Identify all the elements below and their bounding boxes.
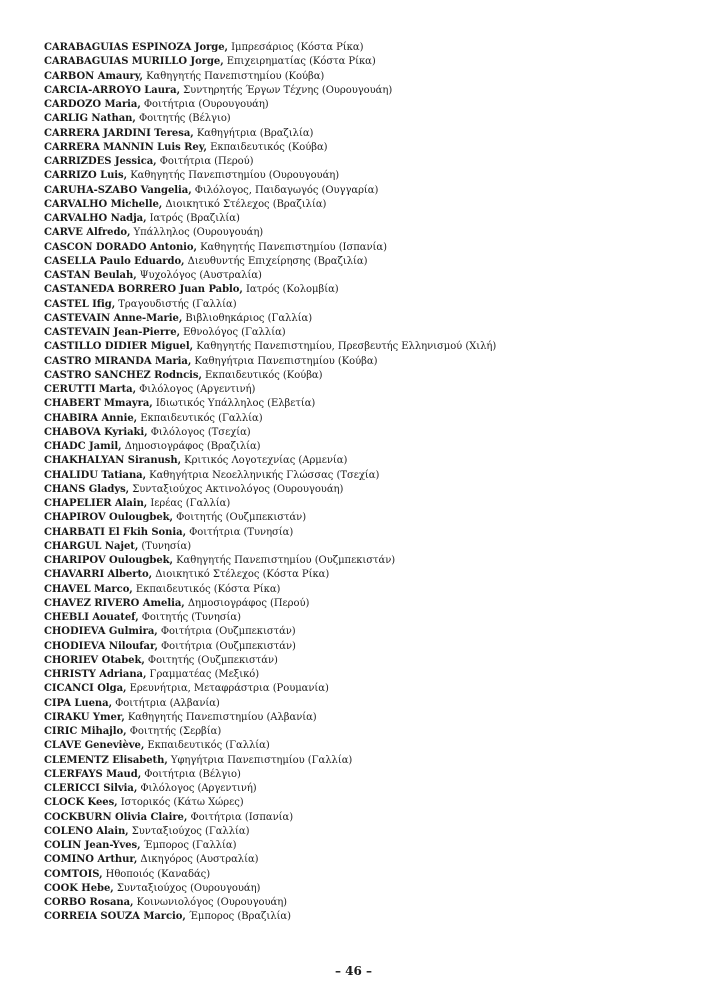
entry-description: Φοιτητής (Ουζμπεκιστάν)	[144, 654, 278, 666]
entry-description: Φοιτήτρια (Ισπανία)	[187, 811, 294, 823]
list-item	[44, 84, 684, 98]
entry-description: Φοιτητής (Τυνησία)	[138, 612, 241, 623]
entry-name: CHAVEL Marco,	[44, 583, 133, 595]
list-item	[44, 283, 684, 297]
entry-name: CLERFAYS Maud,	[44, 768, 142, 780]
entry-description: Φοιτήτρια (Ουζμπεκιστάν)	[157, 626, 296, 638]
entry-description: Φοιτήτρια (Αλβανία)	[112, 697, 220, 709]
list-item	[44, 511, 684, 525]
entry-description: Εκπαιδευτικός (Κούβα)	[206, 141, 328, 153]
list-item	[44, 868, 684, 882]
list-item	[44, 412, 684, 426]
list-item	[44, 910, 684, 924]
entry-description: Καθηγητής Πανεπιστημίου, Πρεσβευτής Ελληνισμού (Χιλή)	[193, 341, 497, 353]
entry-name: CHARBATI El Fkih Sonia,	[44, 526, 186, 538]
list-item	[44, 241, 684, 255]
entry-name: CASTILLO DIDIER Miguel,	[44, 341, 194, 353]
entry-description: Φοιτήτρια (Ουρουγουάη)	[140, 99, 269, 110]
list-item	[44, 55, 684, 69]
list-item	[44, 611, 684, 625]
entry-name: CASTAN Beulah,	[44, 270, 137, 281]
list-item	[44, 369, 684, 383]
list-item	[44, 298, 684, 312]
entry-description: Φιλόλογος (Αργεντινή)	[136, 384, 256, 395]
list-item	[44, 625, 684, 639]
entry-description: Έμπορος (Βραζιλία)	[185, 911, 291, 923]
entry-name: CASELLA Paulo Eduardo,	[44, 255, 185, 267]
entry-name: CARABAGUIAS MURILLO Jorge,	[44, 56, 224, 68]
entry-name: CHRISTY Adriana,	[44, 669, 147, 680]
entry-description: Διοικητικό Στέλεχος (Κόστα Ρίκα)	[152, 569, 330, 581]
list-item	[44, 212, 684, 226]
list-item	[44, 483, 684, 497]
entry-description: Γραμματέας (Μεξικό)	[146, 669, 260, 680]
entry-name: CIRAKU Ymer,	[44, 711, 125, 723]
entry-description: Καθηγήτρια (Βραζιλία)	[193, 127, 314, 139]
entry-description: Εθνολόγος (Γαλλία)	[180, 327, 286, 338]
entry-name: CARLIG Nathan,	[44, 113, 136, 125]
entry-name: CHARIPOV Oulougbek,	[44, 555, 173, 566]
list-item	[44, 882, 684, 896]
entry-description: Δημοσιογράφος (Βραζιλία)	[121, 441, 261, 452]
entry-name: CERUTTI Marta,	[44, 384, 136, 395]
list-item	[44, 497, 684, 511]
entry-description: Καθηγητής Πανεπιστημίου (Κούβα)	[143, 70, 325, 82]
entry-description: Ιμπρεσάριος (Κόστα Ρίκα)	[228, 42, 364, 53]
entry-description: Βιβλιοθηκάριος (Γαλλία)	[182, 312, 313, 324]
entry-name: CHAVEZ RIVERO Amelia,	[44, 597, 185, 609]
entry-name: CARABAGUIAS ESPINOZA Jorge,	[44, 42, 228, 53]
list-item	[44, 226, 684, 240]
list-item	[44, 768, 684, 782]
entry-name: CIRIC Mihajlo,	[44, 726, 127, 737]
entry-description: Φοιτητής (Ουζμπεκιστάν)	[172, 512, 307, 524]
participant-list	[44, 41, 684, 925]
entry-name: CASTEVAIN Anne-Marie,	[44, 312, 183, 324]
entry-name: CLOCK Kees,	[44, 797, 118, 809]
entry-name: CHARGUL Najet,	[44, 540, 139, 552]
list-item	[44, 811, 684, 825]
entry-name: COCKBURN Olivia Claire,	[44, 811, 188, 823]
entry-description: Φοιτήτρια (Τυνησία)	[186, 526, 294, 538]
entry-name: CHABERT Mmayra,	[44, 398, 153, 410]
entry-description: Φοιτήτρια (Ουζμπεκιστάν)	[157, 640, 296, 652]
entry-description: Δημοσιογράφος (Περού)	[184, 597, 310, 609]
list-item	[44, 269, 684, 283]
list-item	[44, 127, 684, 141]
entry-description: Καθηγητής Πανεπιστημίου (Ισπανία)	[197, 241, 387, 253]
entry-name: CHORIEV Otabek,	[44, 654, 145, 666]
list-item	[44, 141, 684, 155]
entry-description: Συνταξιούχος (Ουρουγουάη)	[113, 882, 261, 894]
list-item	[44, 70, 684, 84]
entry-name: CLEMENTZ Elisabeth,	[44, 754, 168, 766]
list-item	[44, 255, 684, 269]
list-item	[44, 184, 684, 198]
entry-name: CARCIA-ARROYO Laura,	[44, 84, 181, 96]
list-item	[44, 312, 684, 326]
entry-name: CARVALHO Nadja,	[44, 213, 147, 224]
list-item	[44, 426, 684, 440]
entry-description: Ιατρός (Βραζιλία)	[146, 213, 240, 224]
list-item	[44, 169, 684, 183]
entry-description: Καθηγητής Πανεπιστημίου (Αλβανία)	[124, 711, 317, 723]
entry-name: CARRERA MANNIN Luis Rey,	[44, 141, 207, 153]
list-item	[44, 725, 684, 739]
entry-description: Φοιτητής (Βέλγιο)	[135, 113, 231, 125]
list-item	[44, 440, 684, 454]
list-item	[44, 782, 684, 796]
list-item	[44, 198, 684, 212]
list-item	[44, 825, 684, 839]
entry-name: CARRIZO Luis,	[44, 170, 128, 182]
entry-name: CORBO Rosana,	[44, 897, 134, 908]
entry-name: CASTRO MIRANDA Maria,	[44, 355, 192, 367]
entry-name: CHAVARRI Alberto,	[44, 569, 153, 581]
entry-description: Εκπαιδευτικός (Γαλλία)	[144, 740, 270, 752]
list-item	[44, 711, 684, 725]
entry-name: CASTEVAIN Jean-Pierre,	[44, 327, 180, 338]
entry-description: Εκπαιδευτικός (Γαλλία)	[137, 412, 263, 424]
entry-description: Ιατρός (Κολομβία)	[242, 284, 339, 296]
list-item	[44, 654, 684, 668]
entry-name: CHALIDU Tatiana,	[44, 469, 147, 481]
entry-description: Διευθυντής Επιχείρησης (Βραζιλία)	[184, 255, 368, 267]
entry-description: Συνταξιούχος Ακτινολόγος (Ουρουγουάη)	[129, 483, 344, 495]
entry-name: CARUHA-SZABO Vangelia,	[44, 184, 192, 196]
list-item	[44, 668, 684, 682]
entry-name: CIPA Luena,	[44, 697, 113, 709]
entry-description: Φοιτήτρια (Βέλγιο)	[141, 768, 241, 780]
entry-description: Καθηγητής Πανεπιστημίου (Ουρουγουάη)	[127, 170, 340, 182]
page-number: – 46 –	[334, 964, 373, 978]
entry-description: Φοιτήτρια (Περού)	[156, 156, 254, 167]
list-item	[44, 697, 684, 711]
list-item	[44, 526, 684, 540]
entry-name: CICANCI Olga,	[44, 683, 127, 695]
list-item	[44, 454, 684, 468]
entry-name: CHAPELIER Alain,	[44, 498, 148, 509]
entry-name: CHODIEVA Niloufar,	[44, 640, 158, 652]
entry-name: CORREIA SOUZA Marcio,	[44, 911, 186, 923]
list-item	[44, 340, 684, 354]
list-item	[44, 155, 684, 169]
entry-name: CHODIEVA Gulmira,	[44, 626, 158, 638]
entry-description: Φιλόλογος, Παιδαγωγός (Ουγγαρία)	[191, 184, 379, 196]
entry-name: CASCON DORADO Antonio,	[44, 241, 197, 253]
list-item	[44, 469, 684, 483]
list-item	[44, 326, 684, 340]
entry-name: CASTRO SANCHEZ Rodncis,	[44, 369, 202, 381]
entry-name: CARDOZO Maria,	[44, 99, 141, 110]
entry-description: Υφηγήτρια Πανεπιστημίου (Γαλλία)	[167, 754, 353, 766]
list-item	[44, 796, 684, 810]
entry-name: CARVE Alfredo,	[44, 227, 131, 239]
list-item	[44, 853, 684, 867]
entry-name: CHAPIROV Oulougbek,	[44, 512, 173, 524]
entry-name: CHAKHALYAN Siranush,	[44, 455, 182, 467]
entry-description: Καθηγήτρια Νεοελληνικής Γλώσσας (Τσεχία)	[146, 469, 380, 481]
entry-name: CHADC Jamil,	[44, 441, 122, 452]
entry-name: CLERICCI Silvia,	[44, 783, 138, 794]
entry-name: CARBON Amaury,	[44, 70, 143, 82]
entry-description: Καθηγητής Πανεπιστημίου (Ουζμπεκιστάν)	[172, 555, 396, 566]
entry-description: Ιδιωτικός Υπάλληλος (Ελβετία)	[152, 398, 316, 410]
list-item	[44, 41, 684, 55]
entry-name: CLAVE Geneviève,	[44, 740, 145, 752]
entry-name: CHABIRA Annie,	[44, 412, 138, 424]
list-item	[44, 754, 684, 768]
entry-description: Καθηγήτρια Πανεπιστημίου (Κούβα)	[191, 355, 378, 367]
entry-name: CHABOVA Kyriaki,	[44, 426, 148, 438]
entry-name: CASTEL Ifig,	[44, 298, 116, 310]
list-item	[44, 554, 684, 568]
list-item	[44, 355, 684, 369]
entry-name: CASTANEDA BORRERO Juan Pablo,	[44, 284, 243, 296]
list-item	[44, 583, 684, 597]
list-item	[44, 597, 684, 611]
entry-description: Ιστορικός (Κάτω Χώρες)	[117, 797, 244, 809]
list-item	[44, 112, 684, 126]
entry-name: CARVALHO Michelle,	[44, 198, 163, 210]
entry-name: CHANS Gladys,	[44, 483, 130, 495]
entry-description: Επιχειρηματίας (Κόστα Ρίκα)	[223, 56, 376, 68]
entry-description: Ηθοποιός (Καναδάς)	[102, 868, 211, 880]
entry-name: COLIN Jean-Yves,	[44, 840, 141, 851]
list-item	[44, 383, 684, 397]
list-item	[44, 540, 684, 554]
list-item	[44, 568, 684, 582]
entry-name: COLENO Alain,	[44, 825, 129, 837]
entry-description: Τραγουδιστής (Γαλλία)	[115, 298, 237, 310]
entry-description: Συνταξιούχος (Γαλλία)	[128, 825, 250, 837]
entry-description: Εκπαιδευτικός (Κούβα)	[201, 369, 323, 381]
entry-name: COMTOIS,	[44, 868, 103, 880]
entry-description: Κοινωνιολόγος (Ουρουγουάη)	[133, 897, 287, 908]
list-item	[44, 397, 684, 411]
entry-description: Υπάλληλος (Ουρουγουάη)	[130, 227, 264, 239]
entry-name: COMINO Arthur,	[44, 854, 138, 866]
list-item	[44, 896, 684, 910]
entry-description: Φιλόλογος (Τσεχία)	[147, 426, 251, 438]
entry-description: Φοιτητής (Σερβία)	[126, 726, 222, 737]
entry-description: Εκπαιδευτικός (Κόστα Ρίκα)	[132, 583, 281, 595]
entry-description: Συντηρητής Έργων Τέχνης (Ουρουγουάη)	[180, 84, 393, 96]
entry-description: Δικηγόρος (Αυστραλία)	[137, 854, 259, 866]
entry-description: Διοικητικό Στέλεχος (Βραζιλία)	[162, 198, 327, 210]
list-item	[44, 839, 684, 853]
entry-description: (Τυνησία)	[138, 540, 192, 552]
entry-description: Ερευνήτρια, Μεταφράστρια (Ρουμανία)	[126, 683, 329, 695]
list-item	[44, 98, 684, 112]
entry-description: Ψυχολόγος (Αυστραλία)	[136, 270, 262, 281]
entry-description: Έμπορος (Γαλλία)	[140, 840, 237, 851]
list-item	[44, 682, 684, 696]
entry-name: CHEBLI Aouatef,	[44, 612, 139, 623]
entry-name: COOK Hebe,	[44, 882, 114, 894]
entry-description: Ιερέας (Γαλλία)	[147, 498, 231, 509]
list-item	[44, 640, 684, 654]
list-item	[44, 739, 684, 753]
entry-name: CARRIZDES Jessica,	[44, 156, 157, 167]
entry-name: CARRERA JARDINI Teresa,	[44, 127, 194, 139]
entry-description: Φιλόλογος (Αργεντινή)	[137, 783, 257, 794]
entry-description: Κριτικός Λογοτεχνίας (Αρμενία)	[181, 455, 348, 467]
